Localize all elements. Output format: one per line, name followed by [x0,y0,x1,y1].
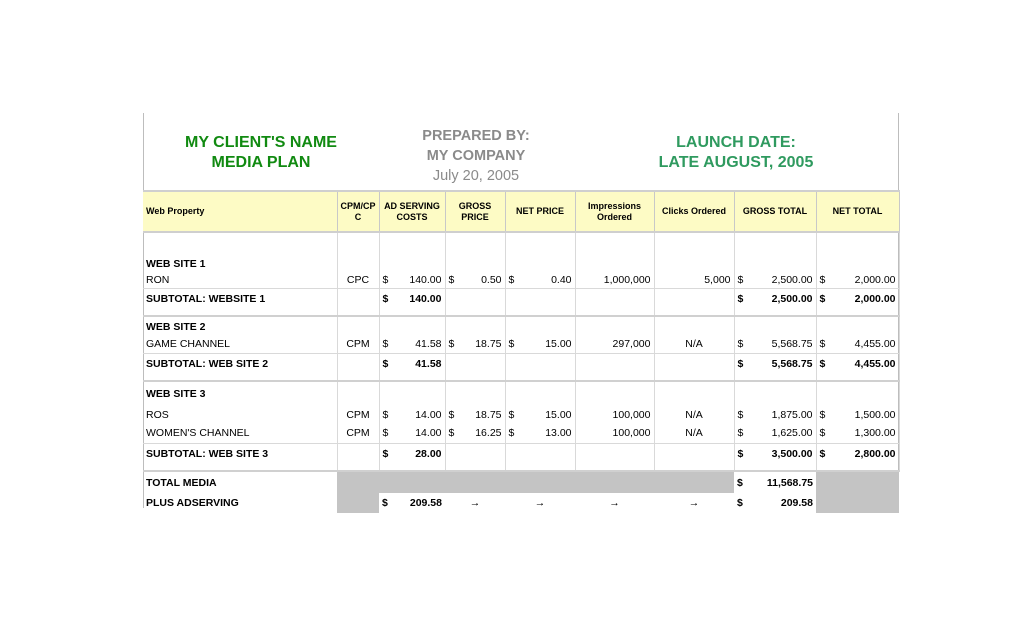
property-name: RON [143,272,337,288]
net-total-value: 4,455.00 [854,338,896,351]
plus-adserving-net-fill [816,493,899,513]
currency-sign: $ [737,408,744,421]
subtotal-label: SUBTOTAL: WEBSITE 1 [143,288,337,309]
net-total-value: 2,000.00 [854,273,896,286]
net-price-value: 15.00 [545,338,572,351]
currency-sign: $ [737,427,744,440]
subtotal-row [143,353,899,374]
total-media-gray-fill [337,471,734,493]
currency-sign: $ [737,273,744,286]
plan-title: MEDIA PLAN [211,154,311,171]
currency-sign: $ [382,273,389,286]
plus-adserving-cost: 209.58 [409,497,442,509]
col-ad-serving: AD SERVING COSTS [379,191,445,232]
impressions-value: 100,000 [575,405,654,424]
col-web-property: Web Property [143,191,337,232]
currency-sign: $ [508,427,515,440]
currency-sign: $ [737,357,744,370]
currency-sign: $ [382,447,389,460]
plus-adserving-gray-fill [337,493,379,513]
currency-sign: $ [819,292,826,305]
property-name: ROS [143,405,337,424]
table-row [143,405,899,424]
subtotal-net-total: 4,455.00 [854,357,896,370]
section-divider [143,464,899,471]
total-media-label: TOTAL MEDIA [146,476,217,489]
col-gross-price: GROSS PRICE [445,191,505,232]
gross-price-value: 0.50 [481,273,502,286]
currency-sign: $ [382,338,389,351]
gross-total-value: 2,500.00 [771,273,813,286]
section-divider [143,374,899,381]
currency-sign: $ [508,273,515,286]
subtotal-label: SUBTOTAL: WEB SITE 2 [143,353,337,374]
pricing-type: CPM [337,405,379,424]
section-title-row [143,381,899,405]
section-title: WEB SITE 2 [143,316,337,336]
plus-adserving-row [143,493,899,513]
company-name: MY COMPANY [426,148,526,164]
subtotal-gross-total: 2,500.00 [771,292,813,305]
col-clicks: Clicks Ordered [654,191,734,232]
table-row [143,424,899,443]
subtotal-ad-serving: 140.00 [409,292,442,305]
property-name: WOMEN'S CHANNEL [143,424,337,443]
section-title-row [143,232,899,272]
currency-sign: $ [819,408,826,421]
section-title: WEB SITE 3 [143,381,337,405]
section-title-row [143,316,899,336]
col-gross-total: GROSS TOTAL [734,191,816,232]
currency-sign: $ [737,292,744,305]
total-media-gross: 11,568.75 [766,476,813,489]
prepared-by-label: PREPARED BY: [422,128,530,144]
plus-adserving-label: PLUS ADSERVING [146,497,239,509]
pricing-type: CPC [337,272,379,288]
prepared-date: July 20, 2005 [432,168,520,184]
currency-sign: $ [819,273,826,286]
net-total-value: 1,500.00 [854,408,896,421]
impressions-value: 297,000 [575,336,654,353]
column-header-row [143,191,899,232]
total-media-net-fill [816,471,899,493]
currency-sign: $ [737,447,744,460]
currency-sign: $ [819,357,826,370]
col-impressions: Impressions Ordered [575,191,654,232]
gross-price-value: 18.75 [475,338,502,351]
arrow-icon: → [688,497,700,509]
launch-label: LAUNCH DATE: [676,134,796,151]
gross-total-value: 1,875.00 [771,408,813,421]
clicks-value: N/A [654,424,734,443]
net-price-value: 13.00 [545,427,572,440]
arrow-icon: → [469,497,481,509]
table-row [143,336,899,353]
subtotal-label: SUBTOTAL: WEB SITE 3 [143,443,337,464]
clicks-value: N/A [654,405,734,424]
section-title: WEB SITE 1 [143,232,337,272]
currency-sign: $ [508,338,515,351]
arrow-icon: → [609,497,620,509]
currency-sign: $ [448,273,455,286]
media-plan-table [143,190,900,513]
subtotal-gross-total: 5,568.75 [771,357,813,370]
subtotal-ad-serving: 41.58 [415,357,442,370]
client-name: MY CLIENT'S NAME [185,134,337,151]
section-divider [143,309,899,316]
currency-sign: $ [508,408,515,421]
table-row [143,272,899,288]
subtotal-net-total: 2,000.00 [854,292,896,305]
subtotal-ad-serving: 28.00 [415,447,442,460]
clicks-value: 5,000 [654,272,734,288]
currency-sign: $ [382,427,389,440]
net-price-value: 15.00 [545,408,572,421]
currency-sign: $ [382,408,389,421]
impressions-value: 1,000,000 [575,272,654,288]
currency-sign: $ [382,357,389,370]
currency-sign: $ [737,476,743,489]
property-name: GAME CHANNEL [143,336,337,353]
col-cpm-cpc: CPM/CP C [337,191,379,232]
currency-sign: $ [448,408,455,421]
currency-sign: $ [819,447,826,460]
currency-sign: $ [819,338,826,351]
currency-sign: $ [448,427,455,440]
net-total-value: 1,300.00 [854,427,896,440]
launch-date: LATE AUGUST, 2005 [658,154,814,171]
col-net-total: NET TOTAL [816,191,899,232]
gross-price-value: 16.25 [475,427,502,440]
arrow-icon: → [534,497,546,509]
pricing-type: CPM [337,336,379,353]
clicks-value: N/A [654,336,734,353]
ad-serving-value: 14.00 [415,408,442,421]
subtotal-gross-total: 3,500.00 [771,447,813,460]
gross-total-value: 1,625.00 [771,427,813,440]
media-plan-sheet [143,113,899,508]
ad-serving-value: 41.58 [415,338,442,351]
pricing-type: CPM [337,424,379,443]
currency-sign: $ [737,497,743,509]
ad-serving-value: 140.00 [409,273,442,286]
plus-adserving-gross: 209.58 [780,497,813,509]
subtotal-row [143,288,899,309]
col-net-price: NET PRICE [505,191,575,232]
gross-total-value: 5,568.75 [771,338,813,351]
currency-sign: $ [382,497,388,509]
net-price-value: 0.40 [551,273,572,286]
impressions-value: 100,000 [575,424,654,443]
total-media-row [143,471,899,493]
currency-sign: $ [737,338,744,351]
currency-sign: $ [819,427,826,440]
currency-sign: $ [382,292,389,305]
gross-price-value: 18.75 [475,408,502,421]
subtotal-net-total: 2,800.00 [854,447,896,460]
currency-sign: $ [448,338,455,351]
ad-serving-value: 14.00 [415,427,442,440]
subtotal-row [143,443,899,464]
